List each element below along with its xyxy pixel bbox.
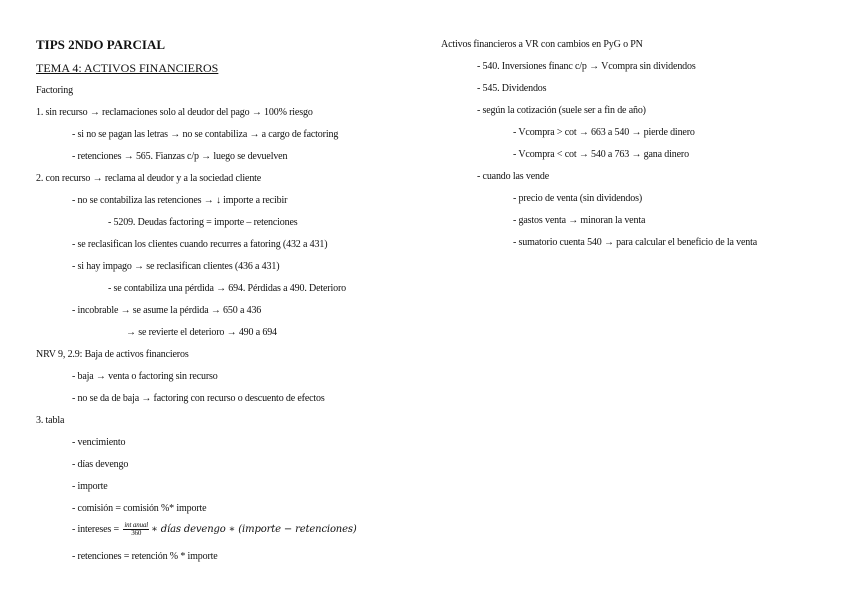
list-item: - importe bbox=[72, 481, 108, 492]
list-item: - días devengo bbox=[72, 459, 129, 470]
list-item: - Vcompra > cot → 663 a 540 → pierde dinero bbox=[513, 127, 695, 138]
list-item: - incobrable → se asume la pérdida → 650 a 436 bbox=[72, 305, 262, 316]
list-item: - sumatorio cuenta 540 → para calcular el beneficio de la venta bbox=[513, 237, 758, 248]
factoring-heading: Factoring bbox=[36, 85, 73, 96]
fraction-numerator: int anual bbox=[124, 521, 149, 529]
fraction bbox=[123, 522, 149, 538]
formula-expression: ∗ días devengo ∗ (importe − retenciones) bbox=[151, 524, 357, 536]
tabla-heading: 3. tabla bbox=[36, 415, 65, 426]
list-item: - Vcompra < cot → 540 a 763 → gana dinero bbox=[513, 149, 689, 160]
list-item: - si no se pagan las letras → no se contabiliza → a cargo de factoring bbox=[72, 129, 339, 140]
list-item: - cuando las vende bbox=[477, 171, 549, 182]
nrv-heading: NRV 9, 2.9: Baja de activos financieros bbox=[36, 349, 189, 360]
list-item: - no se contabiliza las retenciones → ↓ importe a recibir bbox=[72, 195, 288, 206]
list-item: - comisión = comisión %* importe bbox=[72, 503, 207, 514]
list-item: - precio de venta (sin dividendos) bbox=[513, 193, 643, 204]
list-item: - baja → venta o factoring sin recurso bbox=[72, 371, 218, 382]
list-item: - 5209. Deudas factoring = importe – retenciones bbox=[108, 217, 298, 228]
list-item: - 545. Dividendos bbox=[477, 83, 547, 94]
list-item: 1. sin recurso → reclamaciones solo al deudor del pago → 100% riesgo bbox=[36, 107, 313, 118]
document-title: TIPS 2NDO PARCIAL bbox=[36, 37, 166, 52]
list-item: 2. con recurso → reclama al deudor y a la sociedad cliente bbox=[36, 173, 262, 184]
list-item: - según la cotización (suele ser a fin de año) bbox=[477, 105, 646, 116]
list-item: - gastos venta → minoran la venta bbox=[513, 215, 646, 226]
list-item: - retenciones → 565. Fianzas c/p → luego se devuelven bbox=[72, 151, 288, 162]
list-item: - no se da de baja → factoring con recurso o descuento de efectos bbox=[72, 393, 325, 404]
right-heading: Activos financieros a VR con cambios en PyG o PN bbox=[441, 39, 643, 50]
fraction-denominator: 360 bbox=[131, 529, 142, 538]
list-item: - 540. Inversiones financ c/p → Vcompra sin dividendos bbox=[477, 61, 696, 72]
list-item: - se contabiliza una pérdida → 694. Pérdidas a 490. Deterioro bbox=[108, 283, 346, 294]
formula-label: - intereses = bbox=[72, 524, 122, 536]
section-heading: TEMA 4: ACTIVOS FINANCIEROS bbox=[36, 61, 219, 75]
list-item: - si hay impago → se reclasifican clientes (436 a 431) bbox=[72, 261, 280, 272]
intereses-formula bbox=[72, 522, 357, 538]
list-item: - retenciones = retención % * importe bbox=[72, 551, 218, 562]
list-item: → se revierte el deterioro → 490 a 694 bbox=[126, 327, 277, 338]
list-item: - se reclasifican los clientes cuando recurres a fatoring (432 a 431) bbox=[72, 239, 328, 250]
list-item: - vencimiento bbox=[72, 437, 126, 448]
